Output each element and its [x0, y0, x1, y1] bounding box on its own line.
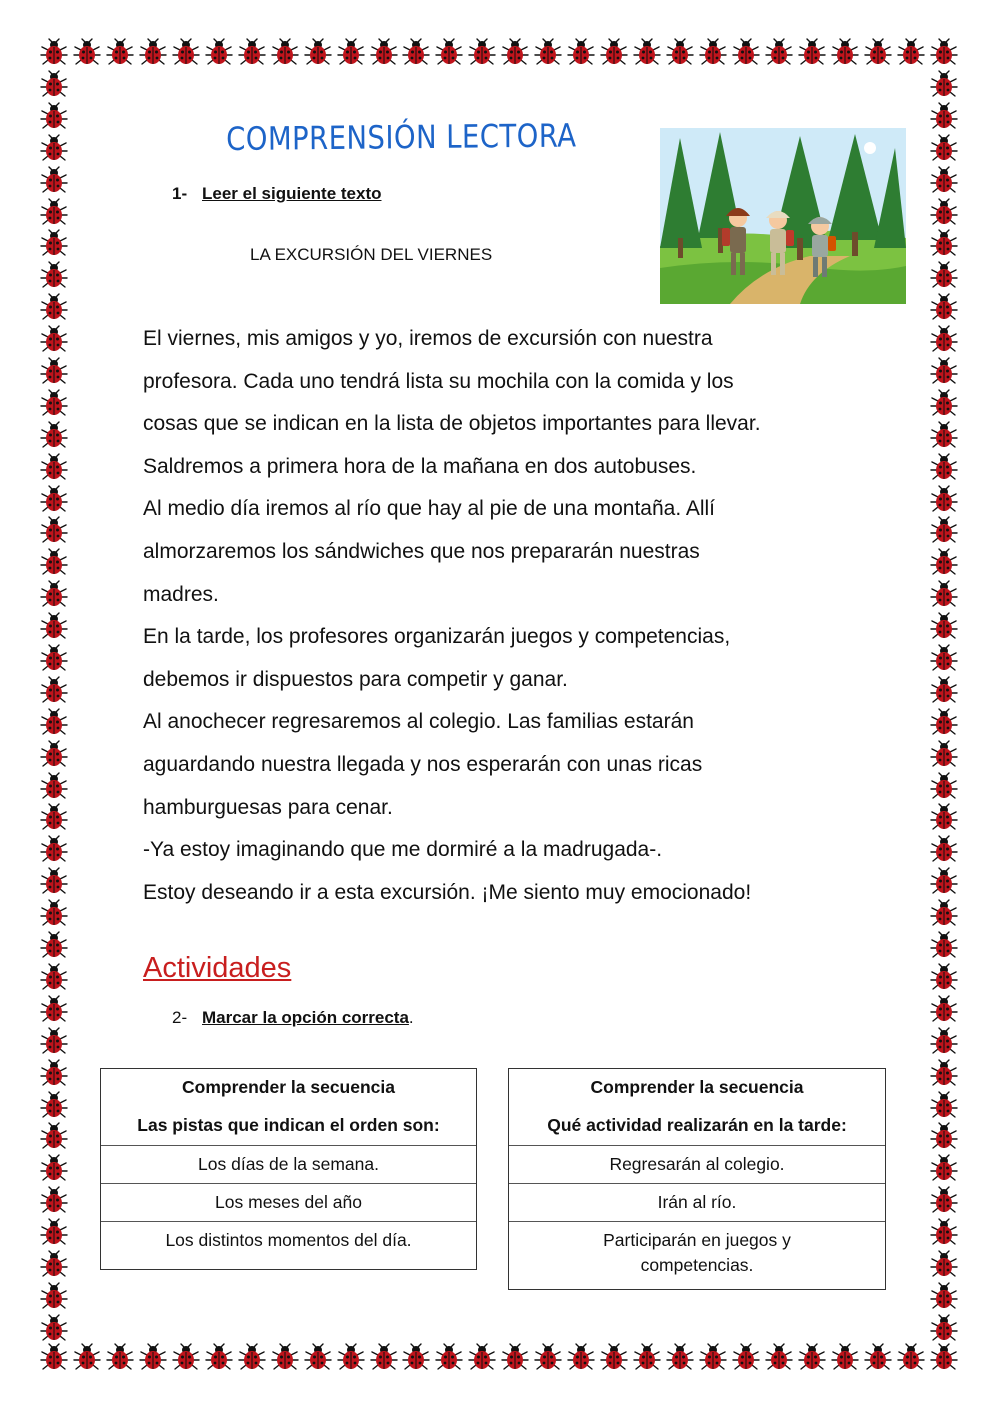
- ladybug-icon: [930, 166, 958, 194]
- ladybug-icon: [666, 38, 694, 66]
- ladybug-icon: [40, 1091, 68, 1119]
- ladybug-icon: [798, 1343, 826, 1371]
- box-header: Comprender la secuencia: [590, 1077, 804, 1097]
- ladybug-icon: [40, 548, 68, 576]
- ladybug-icon: [106, 38, 134, 66]
- ladybug-icon: [567, 1343, 595, 1371]
- ladybug-icon: [930, 835, 958, 863]
- ladybug-icon: [205, 1343, 233, 1371]
- ladybug-icon: [435, 38, 463, 66]
- ladybug-icon: [798, 38, 826, 66]
- ladybug-icon: [271, 38, 299, 66]
- ladybug-icon: [699, 38, 727, 66]
- story-line: almorzaremos los sándwiches que nos prepararán nuestras: [143, 539, 700, 563]
- ladybug-icon: [864, 1343, 892, 1371]
- ladybug-icon: [930, 516, 958, 544]
- ladybug-icon: [930, 1091, 958, 1119]
- ladybug-icon: [337, 1343, 365, 1371]
- ladybug-icon: [73, 38, 101, 66]
- ladybug-icon: [534, 1343, 562, 1371]
- story-line: hamburguesas para cenar.: [143, 795, 393, 819]
- ladybug-icon: [930, 485, 958, 513]
- answer-option-line: competencias.: [640, 1255, 754, 1275]
- ladybug-icon: [73, 1343, 101, 1371]
- instruction-1: [172, 184, 382, 204]
- ladybug-icon: [337, 38, 365, 66]
- ladybug-icon: [402, 38, 430, 66]
- ladybug-icon: [40, 835, 68, 863]
- instruction-2-number: 2-: [172, 1008, 188, 1027]
- ladybug-icon: [468, 38, 496, 66]
- ladybug-icon: [40, 325, 68, 353]
- ladybug-icon: [139, 38, 167, 66]
- ladybug-icon: [930, 70, 958, 98]
- ladybug-icon: [501, 1343, 529, 1371]
- box-question: Las pistas que indican el orden son:: [101, 1107, 476, 1146]
- ladybug-icon: [534, 38, 562, 66]
- ladybug-icon: [40, 421, 68, 449]
- ladybug-icon: [40, 1186, 68, 1214]
- ladybug-icon: [40, 1282, 68, 1310]
- ladybug-icon: [435, 1343, 463, 1371]
- ladybug-icon: [40, 38, 68, 66]
- ladybug-icon: [40, 102, 68, 130]
- ladybug-icon: [633, 1343, 661, 1371]
- ladybug-icon: [930, 1154, 958, 1182]
- ladybug-icon: [765, 38, 793, 66]
- ladybug-icon: [930, 1218, 958, 1246]
- ladybug-icon: [864, 38, 892, 66]
- ladybug-icon: [40, 229, 68, 257]
- instruction-1-number: 1-: [172, 184, 188, 203]
- ladybug-icon: [930, 676, 958, 704]
- story-line: profesora. Cada uno tendrá lista su mochila con la comida y los: [143, 369, 734, 393]
- ladybug-icon: [732, 1343, 760, 1371]
- ladybug-icon: [106, 1343, 134, 1371]
- ladybug-icon: [897, 1343, 925, 1371]
- story-line: aguardando nuestra llegada y nos esperarán con unas ricas: [143, 752, 703, 776]
- ladybug-icon: [930, 261, 958, 289]
- ladybug-icon: [468, 1343, 496, 1371]
- ladybug-icon: [699, 1343, 727, 1371]
- worksheet-title: COMPRENSIÓN LECTORA: [226, 116, 577, 158]
- ladybug-icon: [930, 644, 958, 672]
- ladybug-icon: [930, 1343, 958, 1371]
- ladybug-icon: [930, 1027, 958, 1055]
- ladybug-icon: [40, 198, 68, 226]
- ladybug-icon: [930, 963, 958, 991]
- ladybug-icon: [40, 166, 68, 194]
- ladybug-icon: [930, 1122, 958, 1150]
- story-title: LA EXCURSIÓN DEL VIERNES: [250, 245, 493, 264]
- ladybug-icon: [600, 38, 628, 66]
- ladybug-border-bottom: [40, 1343, 958, 1371]
- ladybug-icon: [40, 644, 68, 672]
- instruction-2-suffix: .: [408, 1008, 414, 1027]
- ladybug-icon: [930, 1282, 958, 1310]
- ladybug-icon: [40, 580, 68, 608]
- story-line: cosas que se indican en la lista de objetos importantes para llevar.: [143, 412, 761, 436]
- ladybug-icon: [600, 1343, 628, 1371]
- ladybug-icon: [40, 1027, 68, 1055]
- ladybug-icon: [40, 1122, 68, 1150]
- ladybug-icon: [40, 485, 68, 513]
- ladybug-icon: [930, 1059, 958, 1087]
- answer-option[interactable]: Los meses del año: [101, 1184, 476, 1222]
- ladybug-icon: [930, 612, 958, 640]
- ladybug-icon: [567, 38, 595, 66]
- ladybug-icon: [40, 1314, 68, 1342]
- ladybug-icon: [40, 389, 68, 417]
- ladybug-icon: [238, 1343, 266, 1371]
- ladybug-icon: [666, 1343, 694, 1371]
- ladybug-icon: [930, 357, 958, 385]
- ladybug-icon: [370, 38, 398, 66]
- answer-option[interactable]: Los distintos momentos del día.: [165, 1230, 412, 1250]
- ladybug-border-top: [40, 38, 958, 66]
- ladybug-icon: [930, 1250, 958, 1278]
- ladybug-icon: [930, 229, 958, 257]
- ladybug-icon: [40, 357, 68, 385]
- ladybug-icon: [930, 421, 958, 449]
- answer-option[interactable]: Los días de la semana.: [101, 1146, 476, 1184]
- ladybug-icon: [930, 708, 958, 736]
- ladybug-icon: [40, 772, 68, 800]
- ladybug-icon: [930, 772, 958, 800]
- story-line: madres.: [143, 582, 219, 606]
- answer-option-line: Participarán en juegos y: [603, 1230, 791, 1250]
- ladybug-icon: [40, 612, 68, 640]
- ladybug-icon: [930, 548, 958, 576]
- ladybug-icon: [930, 102, 958, 130]
- instruction-1-text: Leer el siguiente texto: [202, 184, 382, 203]
- ladybug-icon: [930, 325, 958, 353]
- ladybug-icon: [40, 963, 68, 991]
- ladybug-icon: [40, 1343, 68, 1371]
- story-line: -Ya estoy imaginando que me dormiré a la madrugada-.: [143, 838, 663, 862]
- ladybug-icon: [930, 293, 958, 321]
- ladybug-icon: [40, 1250, 68, 1278]
- ladybug-icon: [501, 38, 529, 66]
- box-question: Qué actividad realizarán en la tarde:: [509, 1107, 885, 1146]
- ladybug-border-right: [930, 70, 958, 1342]
- ladybug-icon: [930, 453, 958, 481]
- ladybug-border-left: [40, 70, 68, 1342]
- ladybug-icon: [304, 1343, 332, 1371]
- ladybug-icon: [40, 740, 68, 768]
- ladybug-icon: [40, 1059, 68, 1087]
- ladybug-icon: [40, 676, 68, 704]
- ladybug-icon: [930, 931, 958, 959]
- story-text: [143, 318, 903, 914]
- ladybug-icon: [930, 1314, 958, 1342]
- ladybug-icon: [40, 293, 68, 321]
- ladybug-icon: [172, 38, 200, 66]
- ladybug-icon: [930, 198, 958, 226]
- ladybug-icon: [633, 38, 661, 66]
- ladybug-icon: [40, 931, 68, 959]
- answer-option[interactable]: Regresarán al colegio.: [509, 1146, 885, 1184]
- ladybug-icon: [897, 38, 925, 66]
- ladybug-icon: [831, 1343, 859, 1371]
- ladybug-icon: [930, 803, 958, 831]
- question-box-afternoon-activity: [508, 1068, 886, 1290]
- story-line: Al medio día iremos al río que hay al pie de una montaña. Allí: [143, 497, 716, 521]
- answer-option[interactable]: Irán al río.: [509, 1184, 885, 1222]
- ladybug-icon: [304, 38, 332, 66]
- ladybug-icon: [930, 1186, 958, 1214]
- instruction-2-text: Marcar la opción correcta: [202, 1008, 409, 1027]
- story-line: En la tarde, los profesores organizarán juegos y competencias,: [143, 625, 731, 649]
- ladybug-icon: [732, 38, 760, 66]
- ladybug-icon: [40, 708, 68, 736]
- ladybug-icon: [40, 1154, 68, 1182]
- story-line: Al anochecer regresaremos al colegio. Las familias estarán: [143, 710, 694, 734]
- ladybug-icon: [402, 1343, 430, 1371]
- ladybug-icon: [40, 867, 68, 895]
- activities-heading: Actividades: [143, 952, 292, 984]
- story-line: El viernes, mis amigos y yo, iremos de excursión con nuestra: [143, 327, 713, 350]
- ladybug-icon: [139, 1343, 167, 1371]
- ladybug-icon: [930, 995, 958, 1023]
- ladybug-icon: [831, 38, 859, 66]
- box-header: Comprender la secuencia: [182, 1077, 395, 1097]
- ladybug-icon: [205, 38, 233, 66]
- ladybug-icon: [172, 1343, 200, 1371]
- story-line: debemos ir dispuestos para competir y ganar.: [143, 667, 568, 691]
- ladybug-icon: [40, 70, 68, 98]
- kids-hiking-illustration: [660, 128, 906, 304]
- ladybug-icon: [238, 38, 266, 66]
- ladybug-icon: [930, 580, 958, 608]
- answer-option[interactable]: [509, 1222, 885, 1282]
- ladybug-icon: [40, 134, 68, 162]
- story-line: Estoy deseando ir a esta excursión. ¡Me siento muy emocionado!: [143, 880, 752, 904]
- ladybug-icon: [40, 899, 68, 927]
- question-box-order-clues: [100, 1068, 477, 1270]
- ladybug-icon: [930, 899, 958, 927]
- ladybug-icon: [370, 1343, 398, 1371]
- ladybug-icon: [930, 38, 958, 66]
- ladybug-icon: [40, 516, 68, 544]
- ladybug-icon: [40, 1218, 68, 1246]
- ladybug-icon: [40, 453, 68, 481]
- ladybug-icon: [40, 803, 68, 831]
- ladybug-icon: [765, 1343, 793, 1371]
- ladybug-icon: [40, 261, 68, 289]
- ladybug-icon: [930, 389, 958, 417]
- ladybug-icon: [930, 867, 958, 895]
- ladybug-icon: [930, 740, 958, 768]
- instruction-2: [172, 1008, 414, 1028]
- ladybug-icon: [40, 995, 68, 1023]
- ladybug-icon: [271, 1343, 299, 1371]
- story-line: Saldremos a primera hora de la mañana en dos autobuses.: [143, 454, 697, 478]
- ladybug-icon: [930, 134, 958, 162]
